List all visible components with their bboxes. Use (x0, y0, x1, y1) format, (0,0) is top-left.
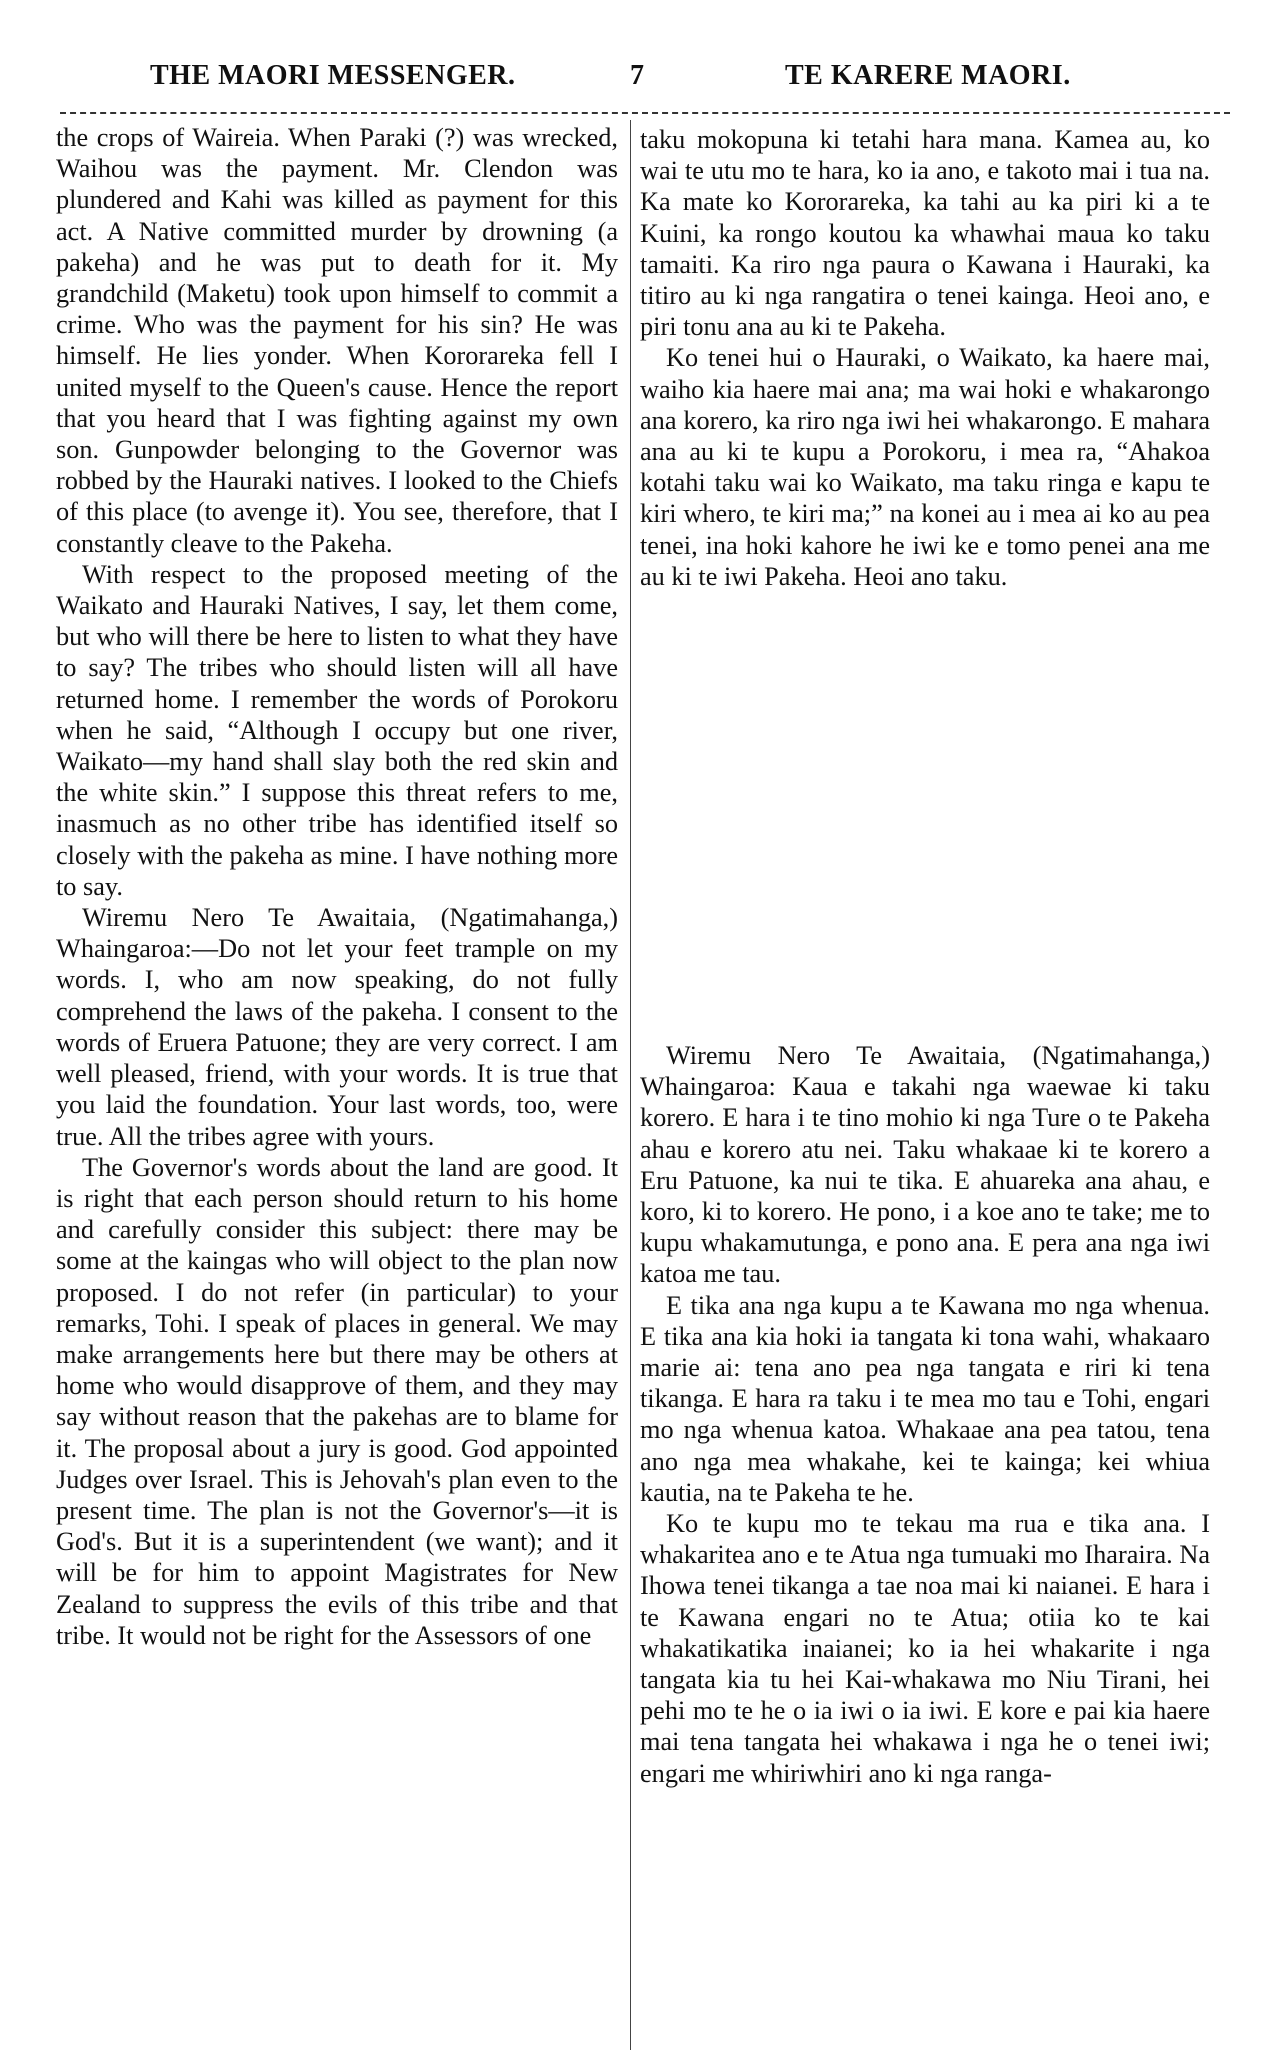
maori-paragraph-3: Wiremu Nero Te Awaitaia, (Ngatimahanga,) Whaingaroa: Kaua e takahi nga waewae ki taku korero. E hara i te tino mohio ki nga Ture o te Pakeha ahau e korero atu nei. Taku whakaae ki te korero a Eru Patuone, ka nui te tika. E ahuareka ana ahau, e koro, ki to korero. He pono, i a koe ano te take; me to kupu whakamutunga, e pono ana. E pera ana nga iwi katoa me tau. (640, 1041, 1210, 1289)
header-rule (60, 112, 1230, 114)
maori-paragraph-2: Ko tenei hui o Hauraki, o Waikato, ka haere mai, waiho kia haere mai ana; ma wai hoki e whakarongo ana korero, ka riro nga iwi hei whakarongo. E mahara ana au ki te kupu a Porokoru, i mea ra, “Ahakoa kotahi taku wai ko Waikato, ma taku ringa e kapu te kiri whero, te kiri ma;” na konei au i mea ai ko au pea tenei, ina hoki kahore he iwi ke e tomo penei ana me au ki te iwi Pakeha. Heoi ano taku. (640, 343, 1210, 591)
column-divider (630, 120, 631, 2050)
maori-column-bottom (640, 1040, 1210, 1789)
page-header (0, 60, 1280, 110)
header-title-maori: TE KARERE MAORI. (785, 60, 1071, 91)
english-column (56, 122, 618, 1651)
english-paragraph-4: The Governor's words about the land are good. It is right that each person should return to his home and carefully consider this subject: there may be some at the kaingas who will object to the plan now proposed. I do not refer (in particular) to your remarks, Tohi. I speak of places in general. We may make arrangements here but there may be others at home who would disapprove of them, and they may say without reason that the pakehas are to blame for it. The proposal about a jury is good. God appointed Judges over Israel. This is Jehovah's plan even to the present time. The plan is not the Governor's—it is God's. But it is a superintendent (we want); and it will be for him to appoint Magistrates for New Zealand to suppress the evils of this tribe and that tribe. It would not be right for the Assessors of one (56, 1152, 618, 1650)
maori-column-top (640, 124, 1210, 592)
english-paragraph-1: the crops of Waireia. When Paraki (?) was wrecked, Waihou was the payment. Mr. Clendon was plundered and Kahi was killed as payment for this act. A Native committed murder by drowning (a pakeha) and he was put to death for it. My grandchild (Maketu) took upon himself to commit a crime. Who was the payment for his sin? He was himself. He lies yonder. When Kororareka fell I united myself to the Queen's cause. Hence the report that you heard that I was fighting against my own son. Gunpowder belonging to the Governor was robbed by the Hauraki natives. I looked to the Chiefs of this place (to avenge it). You see, therefore, that I constantly cleave to the Pakeha. (56, 123, 618, 558)
maori-paragraph-4: E tika ana nga kupu a te Kawana mo nga whenua. E tika ana kia hoki ia tangata ki tona wahi, whakaaro marie ai: tena ano pea nga tangata e riri ki tena tikanga. E hara ra taku i te mea mo tau e Tohi, engari mo nga whenua katoa. Whakaae ana pea tatou, tena ano nga mea whakahe, kei te kainga; kei whiua kautia, na te Pakeha te he. (640, 1290, 1210, 1507)
maori-paragraph-5: Ko te kupu mo te tekau ma rua e tika ana. I whakaritea ano e te Atua nga tumuaki mo Iharaira. Na Ihowa tenei tikanga a tae noa mai ki naianei. E hara i te Kawana engari no te Atua; otiia ko te kai whakatikatika inaianei; ko ia hei whakarite i nga tangata kia tu hei Kai-whakawa mo Niu Tirani, hei pehi mo te he o ia iwi o ia iwi. E kore e pai kia haere mai tena tangata hei whakawa i nga he o tenei iwi; engari me whiriwhiri ano ki nga ranga- (640, 1509, 1210, 1788)
header-title-english: THE MAORI MESSENGER. (150, 60, 516, 91)
page-number: 7 (630, 60, 645, 91)
english-paragraph-3: Wiremu Nero Te Awaitaia, (Ngatimahanga,) Whaingaroa:—Do not let your feet trample on my words. I, who am now speaking, do not fully comprehend the laws of the pakeha. I consent to the words of Eruera Patuone; they are very correct. I am well pleased, friend, with your words. It is true that you laid the foundation. Your last words, too, were true. All the tribes agree with yours. (56, 903, 618, 1151)
maori-paragraph-1: taku mokopuna ki tetahi hara mana. Kamea au, ko wai te utu mo te hara, ko ia ano, e takoto mai i tua na. Ka mate ko Kororareka, ka tahi au ka piri ki a te Kuini, ka rongo koutou ka whawhai maua ko taku tamaiti. Ka riro nga paura o Kawana i Hauraki, ka titiro au ki nga rangatira o tenei kainga. Heoi ano, e piri tonu ana au ki te Pakeha. (640, 125, 1210, 342)
english-paragraph-2: With respect to the proposed meeting of the Waikato and Hauraki Natives, I say, let them come, but who will there be here to listen to what they have to say? The tribes who should listen will all have returned home. I remember the words of Porokoru when he said, “Although I occupy but one river, Waikato—my hand shall slay both the red skin and the white skin.” I suppose this threat refers to me, inasmuch as no other tribe has identified itself so closely with the pakeha as mine. I have nothing more to say. (56, 559, 618, 901)
